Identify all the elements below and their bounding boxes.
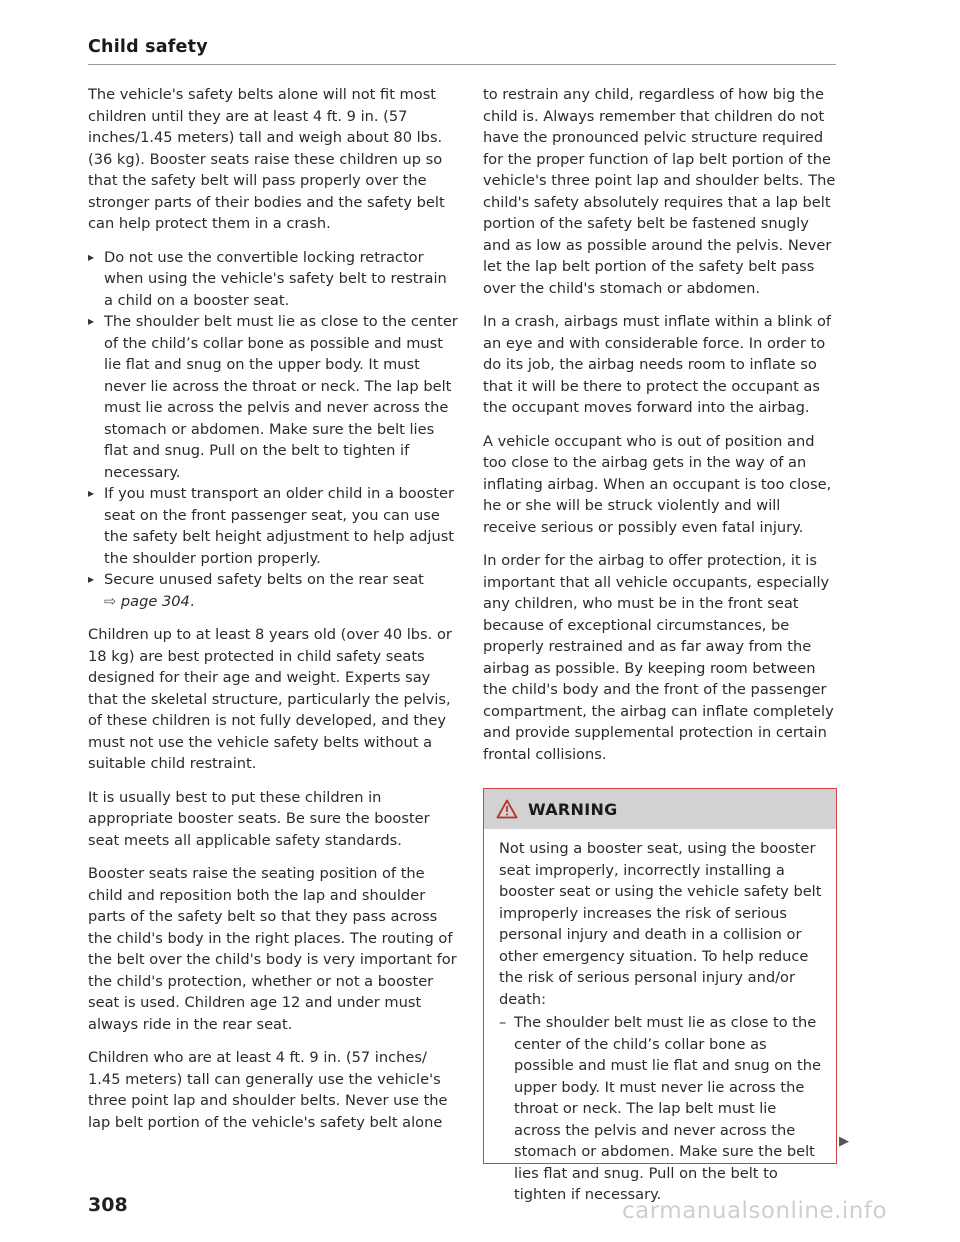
list-item-text: Secure unused safety belts on the rear seat — [104, 571, 424, 588]
warning-box — [483, 788, 837, 1203]
list-item: ▸ If you must transport an older child in a booster seat on the front passenger seat, you can use the safety belt height adjustment to help adjust the shoulder portion properly. — [88, 483, 458, 569]
list-item: ▸ Do not use the convertible locking retractor when using the vehicle's safety belt to restrain a child on a booster seat. — [88, 247, 458, 312]
list-item: ▸ The shoulder belt must lie as close to the center of the child’s collar bone as possible and must lie flat and snug on the upper body. It must never lie across the throat or neck. The lap belt must lie across the pelvis and never across the stomach or abdomen. Make sure the belt lies flat and snug. Pull on the belt to tighten if necessary. — [88, 311, 458, 483]
warning-list-item: – The shoulder belt must lie as close to the center of the child’s collar bone as possible and must lie flat and snug on the upper body. It must never lie across the throat or neck. The lap belt must lie across the pelvis and never across the stomach or abdomen. Make sure the belt lies flat and snug. Pull on the belt to tighten if necessary. — [499, 1012, 822, 1206]
body-paragraph: Children up to at least 8 years old (over 40 lbs. or 18 kg) are best protected in child safety seats designed for their age and weight. Experts say that the skeletal structure, particularly the pelvis, of these children is not fully developed, and they must not use the vehicle safety belts without a suitable child restraint. — [88, 626, 452, 772]
instruction-list — [88, 247, 458, 613]
body-paragraph: Children who are at least 4 ft. 9 in. (57 inches/ 1.45 meters) tall can generally use the vehicle's three point lap and shoulder belts. Never use the lap belt portion of the vehicle's safety belt alone — [88, 1049, 448, 1131]
page-reference-link[interactable] — [104, 593, 190, 610]
header-rule — [88, 64, 836, 65]
left-column — [88, 84, 458, 1145]
warning-intro: Not using a booster seat, using the booster seat improperly, incorrectly installing a booster seat or using the vehicle safety belt improperly increases the risk of serious personal injury and death in a collision or other emergency situation. To help reduce the risk of serious personal injury and/or death: — [499, 840, 822, 1008]
list-item — [88, 569, 458, 612]
warning-list — [499, 1012, 822, 1206]
reference-arrow-icon: ⇨ — [104, 592, 117, 610]
watermark: carmanualsonline.info — [622, 1198, 888, 1224]
continue-arrow-icon: ▶ — [839, 1134, 849, 1149]
page-reference-text: page 304 — [120, 592, 190, 610]
body-paragraph: In a crash, airbags must inflate within a blink of an eye and with considerable force. In order to do its job, the airbag needs room to inflate so that it will be there to protect the occupant as the occupant moves forward into the airbag. — [483, 313, 832, 416]
body-paragraph: A vehicle occupant who is out of position and too close to the airbag gets in the way of an inflating airbag. When an occupant is too close, he or she will be struck violently and will receive serious or possibly even fatal injury. — [483, 432, 832, 536]
body-paragraph: The vehicle's safety belts alone will not fit most children until they are at least 4 ft. 9 in. (57 inches/1.45 meters) tall and weigh about 80 lbs. (36 kg). Booster seats raise these children up so that the safety belt will pass properly over the stronger parts of their bodies and the safety belt can help protect them in a crash. — [88, 86, 445, 232]
body-paragraph: It is usually best to put these children in appropriate booster seats. Be sure the booster seat meets all applicable safety standards. — [88, 788, 430, 849]
page-number: 308 — [88, 1194, 128, 1216]
body-paragraph: to restrain any child, regardless of how big the child is. Always remember that children do not have the pronounced pelvic structure required for the proper function of lap belt portion of the vehicle's three point lap and shoulder belts. The child's safety absolutely requires that a lap belt portion of the safety belt be fastened snugly and as low as possible around the pelvis. Never let the lap belt portion of the safety belt pass over the child's stomach or abdomen. — [483, 86, 836, 297]
body-paragraph: Booster seats raise the seating position of the child and reposition both the lap and shoulder parts of the safety belt so that they pass across the child's body in the right places. The routing of the belt over the child's body is very important for the child's protection, whether or not a booster seat is used. Children age 12 and under must always ride in the rear seat. — [88, 865, 457, 1033]
warning-title: WARNING — [528, 799, 618, 819]
warning-body — [484, 829, 836, 1206]
warning-triangle-icon — [496, 799, 518, 819]
right-column — [483, 84, 837, 777]
section-title: Child safety — [88, 37, 208, 57]
body-paragraph: In order for the airbag to offer protection, it is important that all vehicle occupants, especially any children, who must be in the front seat because of exceptional circumstances, be properly restrained and as far away from the airbag as possible. By keeping room between the child's body and the front of the passenger compartment, the airbag can inflate completely and provide supplemental protection in certain frontal collisions. — [483, 552, 834, 763]
reference-end: . — [189, 592, 195, 610]
warning-header — [484, 789, 836, 829]
